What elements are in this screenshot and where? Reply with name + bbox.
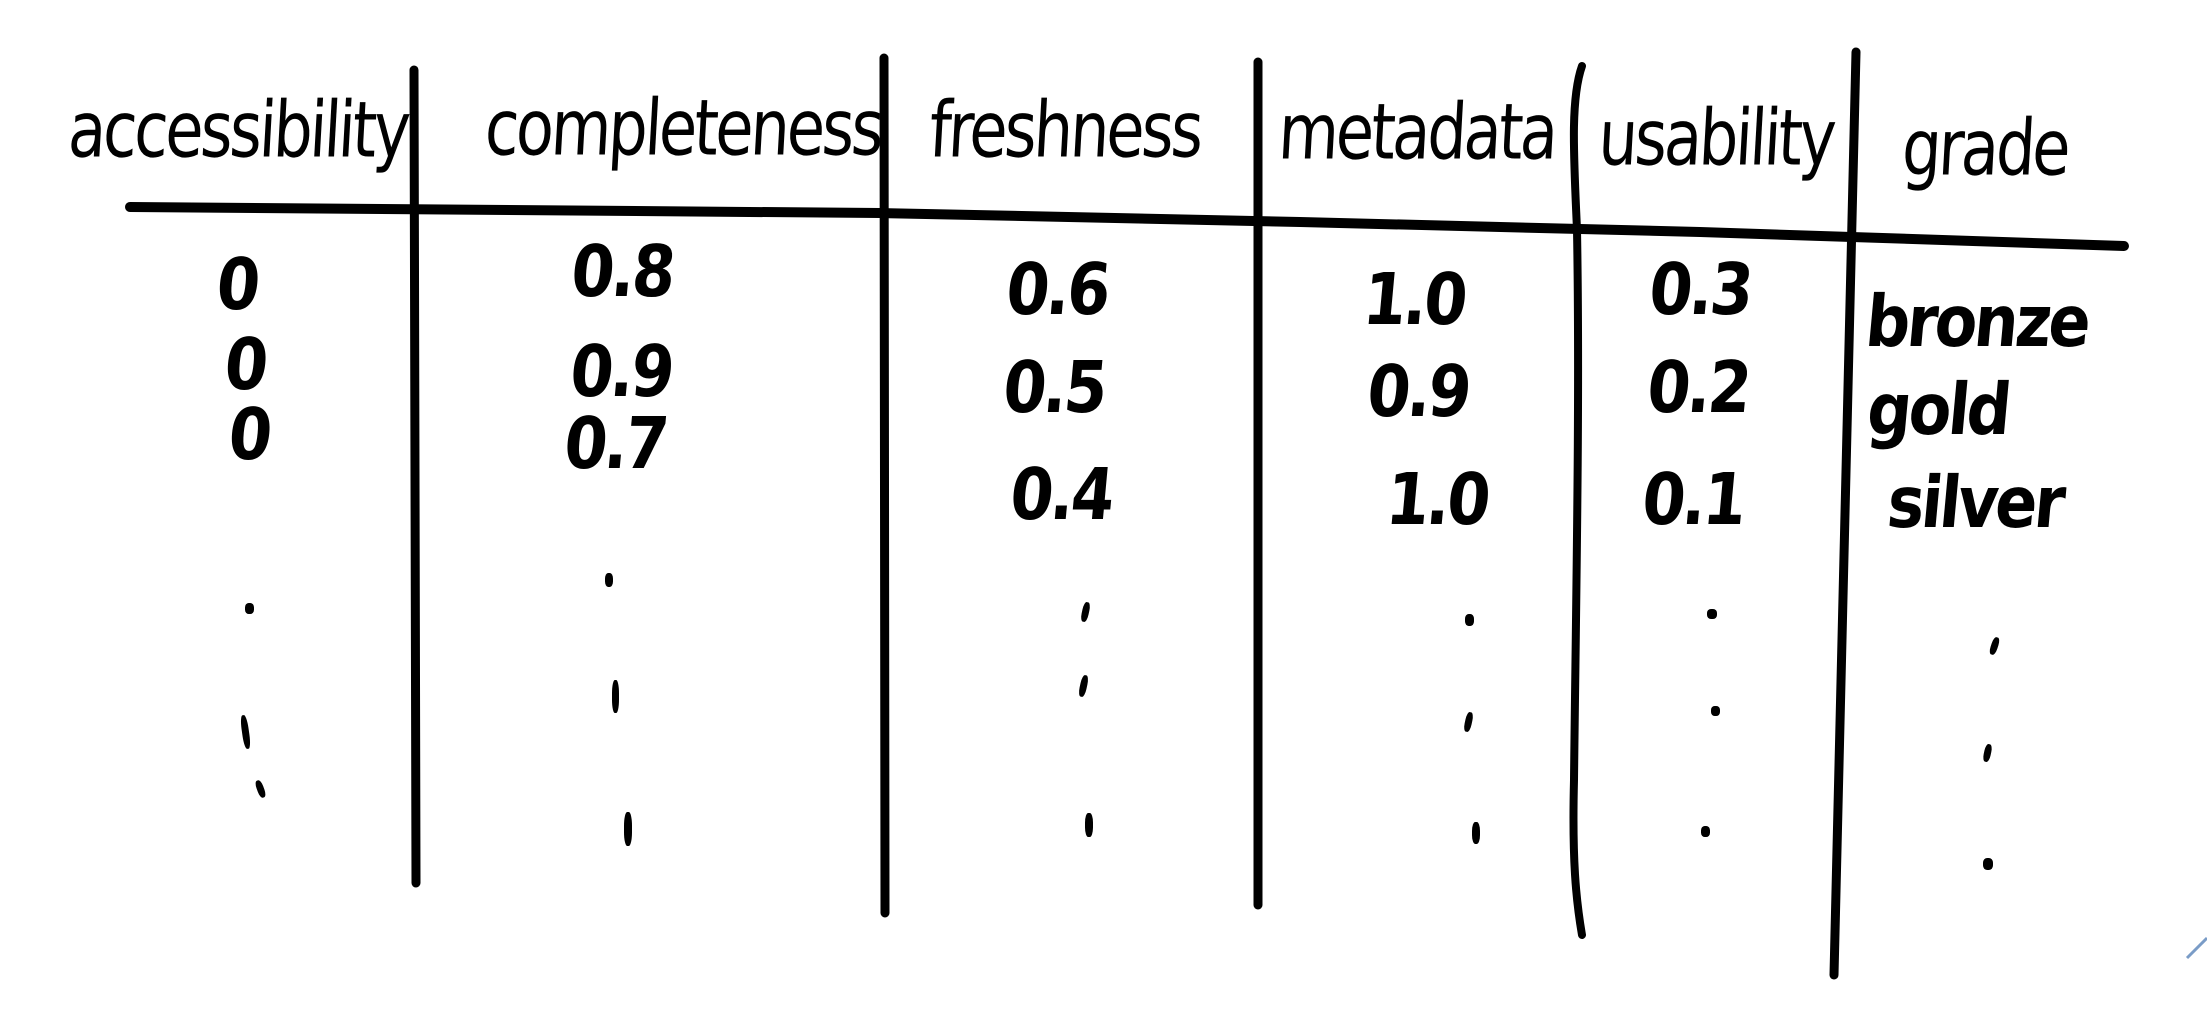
column-divider-2 xyxy=(884,58,885,913)
row2-grade: gold xyxy=(1863,367,2013,452)
header-completeness: completeness xyxy=(482,81,884,173)
header-grade: grade xyxy=(1899,101,2071,193)
continuation-mark xyxy=(1472,822,1480,844)
row3-completeness: 0.7 xyxy=(560,401,670,486)
row2-metadata: 0.9 xyxy=(1363,349,1473,434)
continuation-mark xyxy=(245,603,254,614)
column-divider-4 xyxy=(1573,66,1582,935)
row1-completeness: 0.8 xyxy=(567,229,677,314)
row3-freshness: 0.4 xyxy=(1006,452,1116,537)
continuation-mark xyxy=(1085,813,1093,837)
row1-grade: bronze xyxy=(1862,279,2092,364)
continuation-mark xyxy=(1983,858,1993,870)
row2-freshness: 0.5 xyxy=(999,345,1109,430)
continuation-mark xyxy=(1707,609,1717,619)
header-freshness: freshness xyxy=(927,83,1203,175)
row2-completeness: 0.9 xyxy=(566,329,676,414)
continuation-mark xyxy=(1711,706,1720,716)
row1-metadata: 1.0 xyxy=(1359,257,1469,342)
row1-freshness: 0.6 xyxy=(1002,247,1112,332)
row3-usability: 0.1 xyxy=(1638,457,1748,542)
row1-accessibility: 0 xyxy=(213,242,261,327)
continuation-mark xyxy=(605,573,613,587)
column-divider-1 xyxy=(414,70,416,883)
row2-usability: 0.2 xyxy=(1643,345,1753,430)
continuation-mark xyxy=(1701,826,1710,837)
corner-mark xyxy=(2187,938,2207,958)
row2-accessibility: 0 xyxy=(221,322,269,407)
row3-metadata: 1.0 xyxy=(1382,457,1492,542)
header-usability: usability xyxy=(1596,91,1836,183)
header-metadata: metadata xyxy=(1276,85,1558,177)
row3-accessibility: 0 xyxy=(225,392,273,477)
column-divider-5 xyxy=(1834,52,1856,975)
continuation-mark xyxy=(1465,614,1474,626)
row3-grade: silver xyxy=(1883,460,2067,545)
header-accessibility: accessibility xyxy=(65,83,411,175)
row1-usability: 0.3 xyxy=(1645,247,1755,332)
header-rule xyxy=(130,207,2124,246)
continuation-mark xyxy=(612,680,619,713)
continuation-mark xyxy=(624,812,632,846)
